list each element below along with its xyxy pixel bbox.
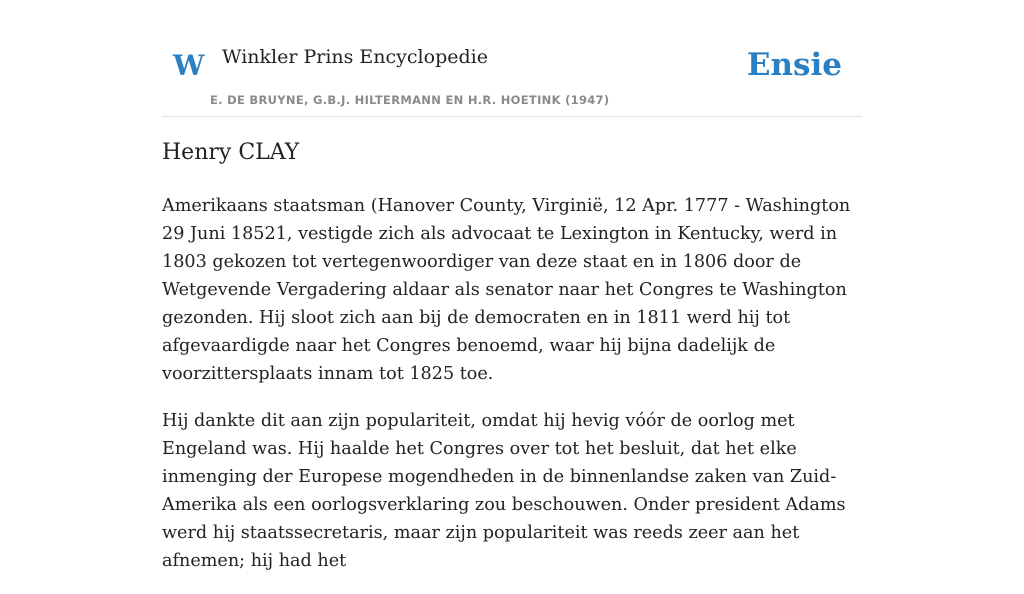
winkler-prins-logo[interactable]: W bbox=[173, 49, 205, 82]
site-header bbox=[162, 0, 862, 117]
article-body bbox=[162, 192, 866, 594]
publication-title[interactable]: Winkler Prins Encyclopedie bbox=[222, 46, 488, 68]
publication-authors: E. DE BRUYNE, G.B.J. HILTERMANN EN H.R. HOETINK (1947) bbox=[210, 93, 610, 107]
article-title: Henry CLAY bbox=[162, 140, 300, 165]
article-paragraph: Hij dankte dit aan zijn populariteit, omdat hij hevig vóór de oorlog met Engeland was. Hij haalde het Congres over tot het besluit, dat het elke inmenging der Europese mogendheden in de binnenlandse zaken van Zuid-Amerika als een oorlogsverklaring zou beschouwen. Onder president Adams werd hij staatssecretaris, maar zijn populariteit was reeds zeer aan het afnemen; hij had het bbox=[162, 411, 846, 571]
ensie-logo[interactable]: Ensie bbox=[746, 47, 842, 83]
article-paragraph: Amerikaans staatsman (Hanover County, Virginië, 12 Apr. 1777 - Washington 29 Juni 18521, vestigde zich als advocaat te Lexington in Kentucky, werd in 1803 gekozen tot vertegenwoordiger van deze staat en in 1806 door de Wetgevende Vergadering aldaar als senator naar het Congres te Washington gezonden. Hij sloot zich aan bij de democraten en in 1811 werd hij tot afgevaardigde naar het Congres benoemd, waar hij bijna dadelijk de voorzittersplaats innam tot 1825 toe. bbox=[162, 196, 851, 384]
